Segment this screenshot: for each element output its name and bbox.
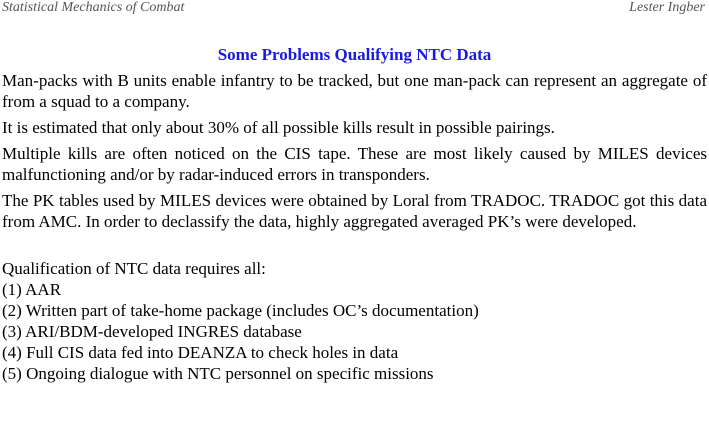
slide-title: Some Problems Qualifying NTC Data <box>217 45 492 64</box>
header-title: Statistical Mechanics of Combat <box>2 0 185 15</box>
qualification-list <box>2 258 707 384</box>
qualification-intro: Qualification of NTC data requires all: <box>2 259 266 278</box>
slide-body <box>2 70 707 384</box>
qualification-item: (3) ARI/BDM-developed INGRES database <box>2 322 302 341</box>
paragraph-man-packs: Man-packs with B units enable infantry to be tracked, but one man-pack can represent an aggregate of from a squad to a company. <box>2 71 707 111</box>
paragraph-pk-tables: The PK tables used by MILES devices were obtained by Loral from TRADOC. TRADOC got this data from AMC. In order to declassify the data, highly aggregated averaged PK’s were developed. <box>2 191 707 231</box>
paragraph-multiple-kills: Multiple kills are often noticed on the CIS tape. These are most likely caused by MILES devices malfunctioning and/or by radar-induced errors in transponders. <box>2 144 707 184</box>
qualification-item: (2) Written part of take-home package (includes OC’s documentation) <box>2 301 479 320</box>
running-header <box>2 0 705 18</box>
qualification-item: (4) Full CIS data fed into DEANZA to check holes in data <box>2 343 399 362</box>
header-author: Lester Ingber <box>629 0 705 15</box>
paragraph-kills-estimate: It is estimated that only about 30% of all possible kills result in possible pairings. <box>2 118 555 137</box>
qualification-item: (5) Ongoing dialogue with NTC personnel on specific missions <box>2 364 434 383</box>
qualification-item: (1) AAR <box>2 280 62 299</box>
